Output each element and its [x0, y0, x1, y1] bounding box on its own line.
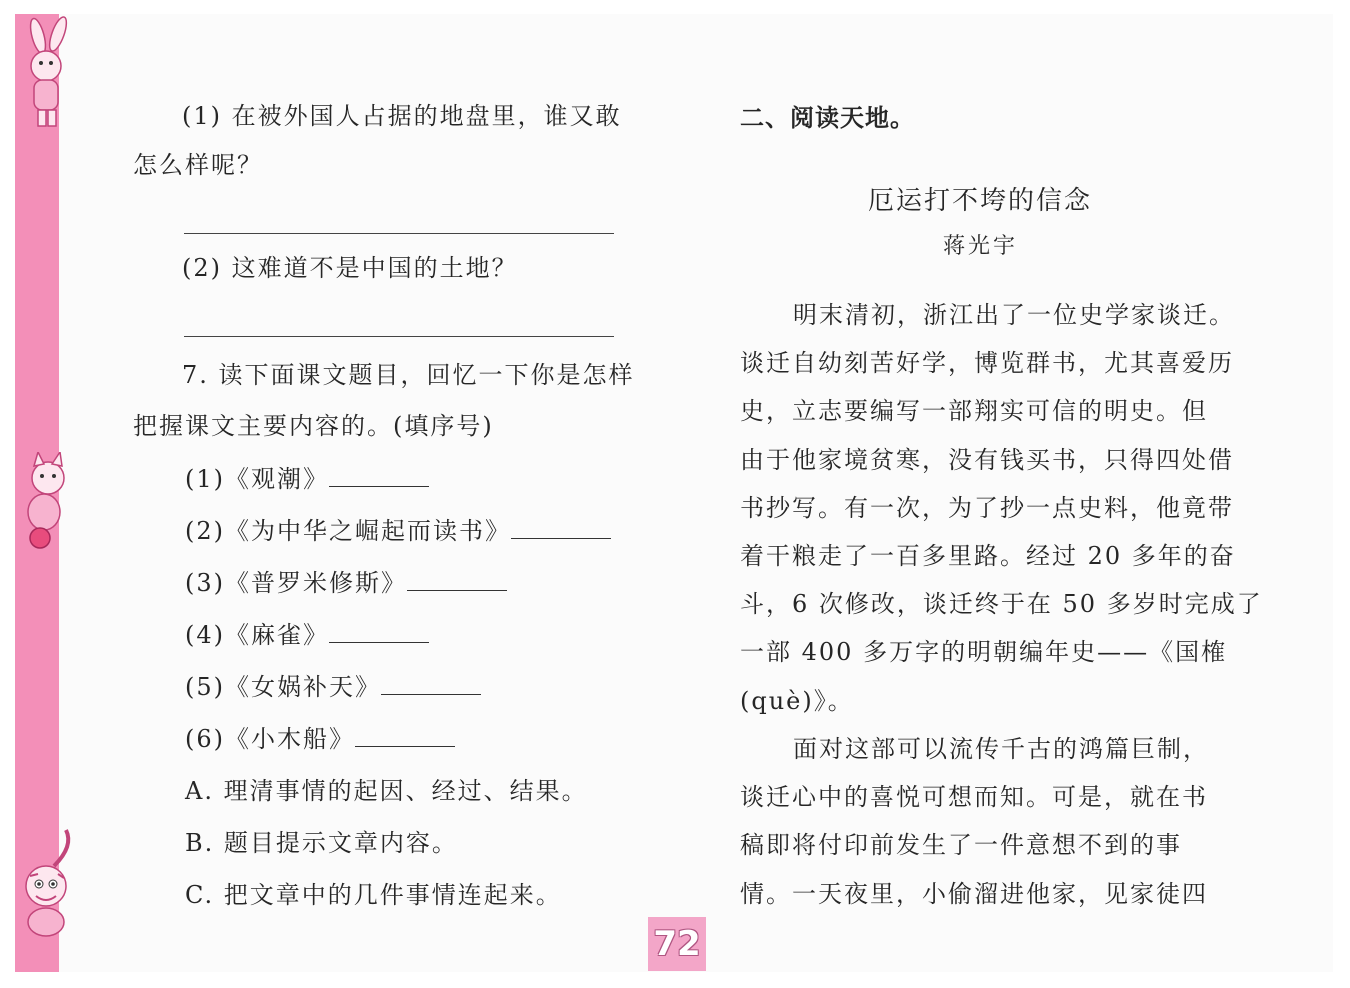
section-heading: 二、阅读天地。	[740, 104, 915, 132]
passage-line: 面对这部可以流传千古的鸿篇巨制，	[793, 735, 1209, 763]
passage-line: 史，立志要编写一部翔实可信的明史。但	[740, 397, 1208, 425]
passage-title: 厄运打不垮的信念	[868, 186, 1093, 216]
item-label: (3)《普罗米修斯》	[185, 569, 407, 597]
list-item	[185, 464, 429, 494]
question-6-2: (2) 这难道不是中国的土地？	[182, 254, 518, 282]
option-b: B. 题目提示文章内容。	[185, 829, 458, 857]
answer-blank[interactable]	[511, 516, 611, 539]
item-label: (5)《女娲补天》	[185, 673, 381, 701]
page-number: 72	[648, 917, 706, 971]
passage-line: 由于他家境贫寒，没有钱买书，只得四处借	[740, 446, 1234, 474]
option-c: C. 把文章中的几件事情连起来。	[185, 881, 562, 909]
passage-line: 书抄写。有一次，为了抄一点史料，他竟带	[740, 494, 1234, 522]
item-label: (4)《麻雀》	[185, 621, 329, 649]
list-item	[185, 672, 481, 702]
tiger-mascot-icon	[14, 826, 80, 942]
cat-mascot-icon	[14, 452, 76, 552]
list-item	[185, 568, 507, 598]
list-item	[185, 724, 455, 754]
passage-author: 蒋光宇	[943, 234, 1019, 259]
question-7-line-2: 把握课文主要内容的。(填序号)	[133, 412, 494, 440]
answer-blank[interactable]	[407, 568, 507, 591]
rabbit-mascot-icon	[14, 16, 80, 134]
item-label: (2)《为中华之崛起而读书》	[185, 517, 511, 545]
answer-line-6-2[interactable]	[184, 336, 614, 337]
passage-line: 一部 400 多万字的明朝编年史——《国榷	[740, 638, 1228, 666]
passage-line: 稿即将付印前发生了一件意想不到的事	[740, 831, 1182, 859]
option-a: A. 理清事情的起因、经过、结果。	[185, 777, 588, 805]
question-6-1-line-2: 怎么样呢？	[133, 151, 263, 179]
answer-blank[interactable]	[381, 672, 481, 695]
passage-line: (què)》。	[740, 687, 854, 715]
answer-blank[interactable]	[355, 724, 455, 747]
answer-blank[interactable]	[329, 464, 429, 487]
passage-line: 斗，6 次修改，谈迁终于在 50 多岁时完成了	[740, 590, 1263, 618]
question-6-1-line-1: (1) 在被外国人占据的地盘里，谁又敢	[182, 102, 622, 130]
passage-line: 着干粮走了一百多里路。经过 20 多年的奋	[740, 542, 1236, 570]
answer-line-6-1[interactable]	[184, 233, 614, 234]
item-label: (6)《小木船》	[185, 725, 355, 753]
question-7-line-1: 7. 读下面课文题目，回忆一下你是怎样	[182, 361, 635, 389]
list-item	[185, 620, 429, 650]
item-label: (1)《观潮》	[185, 465, 329, 493]
passage-line: 明末清初，浙江出了一位史学家谈迁。	[793, 301, 1235, 329]
passage-line: 情。一天夜里，小偷溜进他家，见家徒四	[740, 880, 1208, 908]
passage-line: 谈迁自幼刻苦好学，博览群书，尤其喜爱历	[740, 349, 1234, 377]
answer-blank[interactable]	[329, 620, 429, 643]
list-item	[185, 516, 611, 546]
passage-line: 谈迁心中的喜悦可想而知。可是，就在书	[740, 783, 1208, 811]
